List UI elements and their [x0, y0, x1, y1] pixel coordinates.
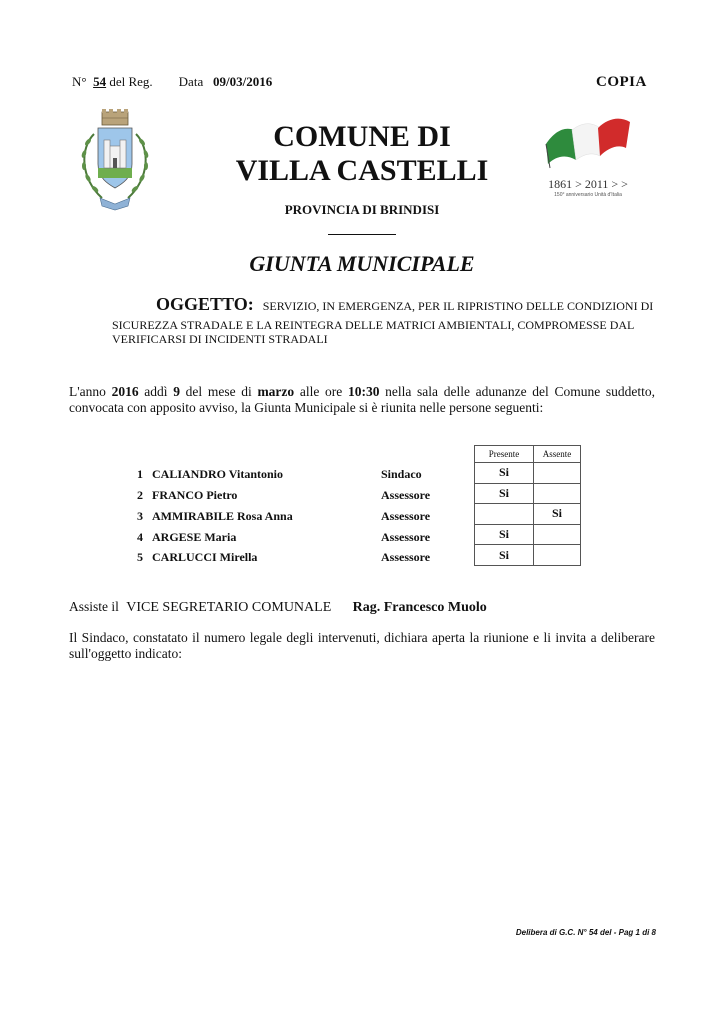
secretary-role: VICE SEGRETARIO COMUNALE	[126, 600, 332, 615]
present-cell: Si	[475, 545, 534, 566]
member-row	[137, 509, 293, 524]
absent-cell	[534, 483, 581, 504]
member-row	[137, 550, 257, 565]
member-number: 1	[137, 467, 143, 481]
member-role: Assessore	[381, 530, 431, 544]
absent-cell: Si	[534, 504, 581, 525]
table-row	[475, 524, 581, 545]
intro-text: alle ore	[294, 384, 348, 399]
table-row	[475, 504, 581, 525]
anniversary-subtitle: 150° anniversario Unità d'Italia	[554, 192, 622, 198]
member-number: 5	[137, 550, 143, 564]
meeting-time: 10:30	[347, 384, 380, 399]
copy-label: COPIA	[596, 74, 647, 90]
reg-prefix: N°	[72, 74, 87, 89]
registry-info	[72, 74, 272, 90]
intro-text: addì	[138, 384, 174, 399]
member-role: Sindaco	[381, 467, 422, 481]
reg-number: 54	[93, 74, 107, 89]
present-cell: Si	[475, 524, 534, 545]
meeting-month: marzo	[257, 384, 295, 399]
title-divider	[328, 234, 396, 235]
title-line-2: VILLA CASTELLI	[235, 154, 489, 187]
member-name: CALIANDRO Vitantonio	[152, 467, 284, 481]
intro-text: del mese di	[179, 384, 258, 399]
member-name: ARGESE Maria	[152, 530, 237, 544]
member-number: 4	[137, 530, 143, 544]
col-absent-header: Assente	[534, 446, 581, 463]
present-cell	[475, 504, 534, 525]
member-name: CARLUCCI Mirella	[152, 550, 258, 564]
anniversary-years: 1861 > 2011 > >	[548, 177, 628, 191]
absent-cell	[534, 524, 581, 545]
oggetto-text-rest: SICUREZZA STRADALE E LA REINTEGRA DELLE MATRICI AMBIENTALI, COMPROMESSE DAL VERIFICARSI DI INCIDENTI STRADALI	[112, 318, 634, 346]
oggetto-text-line1: SERVIZIO, IN EMERGENZA, PER IL RIPRISTINO DELLE CONDIZIONI DI	[262, 299, 654, 313]
present-cell: Si	[475, 483, 534, 504]
member-row	[137, 530, 236, 545]
body-name: GIUNTA MUNICIPALE	[249, 251, 475, 276]
present-cell: Si	[475, 463, 534, 484]
opening-statement: Il Sindaco, constatato il numero legale degli intervenuti, dichiara aperta la riunione e li invita a deliberare sull'oggetto indicato:	[69, 630, 655, 661]
assiste-label: Assiste il	[69, 599, 119, 614]
member-row	[137, 488, 237, 503]
attendance-table	[474, 445, 581, 566]
coat-of-arms-icon	[78, 106, 152, 214]
member-name: AMMIRABILE Rosa Anna	[152, 509, 293, 523]
anniversary-logo	[542, 114, 634, 200]
title-line-1: COMUNE DI	[273, 120, 451, 153]
oggetto-label: OGGETTO:	[156, 294, 254, 314]
intro-text: L'anno	[69, 384, 112, 399]
absent-cell	[534, 463, 581, 484]
secretary-name: Rag. Francesco Muolo	[352, 600, 487, 615]
member-number: 3	[137, 509, 143, 523]
meeting-intro	[69, 384, 655, 416]
oggetto-first-line	[156, 294, 656, 315]
intro-text: nella sala delle adunanze del Comune suddetto, convocata con apposito avviso, la Giunta Municipale si è riunita nelle persone seguenti:	[69, 384, 656, 415]
member-name: FRANCO Pietro	[152, 488, 238, 502]
date-value: 09/03/2016	[212, 74, 273, 89]
page-footer: Delibera di G.C. N° 54 del - Pag 1 di 8	[515, 928, 656, 937]
col-present-header: Presente	[475, 446, 534, 463]
table-row	[475, 483, 581, 504]
absent-cell	[534, 545, 581, 566]
italian-flag-icon	[542, 114, 634, 170]
member-role: Assessore	[381, 509, 431, 523]
table-row	[475, 463, 581, 484]
secretary-line	[69, 599, 487, 616]
reg-suffix: del Reg.	[106, 74, 153, 89]
date-label: Data	[178, 74, 204, 89]
meeting-year: 2016	[111, 384, 139, 399]
member-role: Assessore	[381, 488, 431, 502]
member-role: Assessore	[381, 550, 431, 564]
attendance-header-row	[475, 446, 581, 463]
table-row	[475, 545, 581, 566]
meeting-day: 9	[173, 384, 180, 399]
province-name: PROVINCIA DI BRINDISI	[284, 202, 440, 217]
member-number: 2	[137, 488, 143, 502]
member-row	[137, 467, 283, 482]
